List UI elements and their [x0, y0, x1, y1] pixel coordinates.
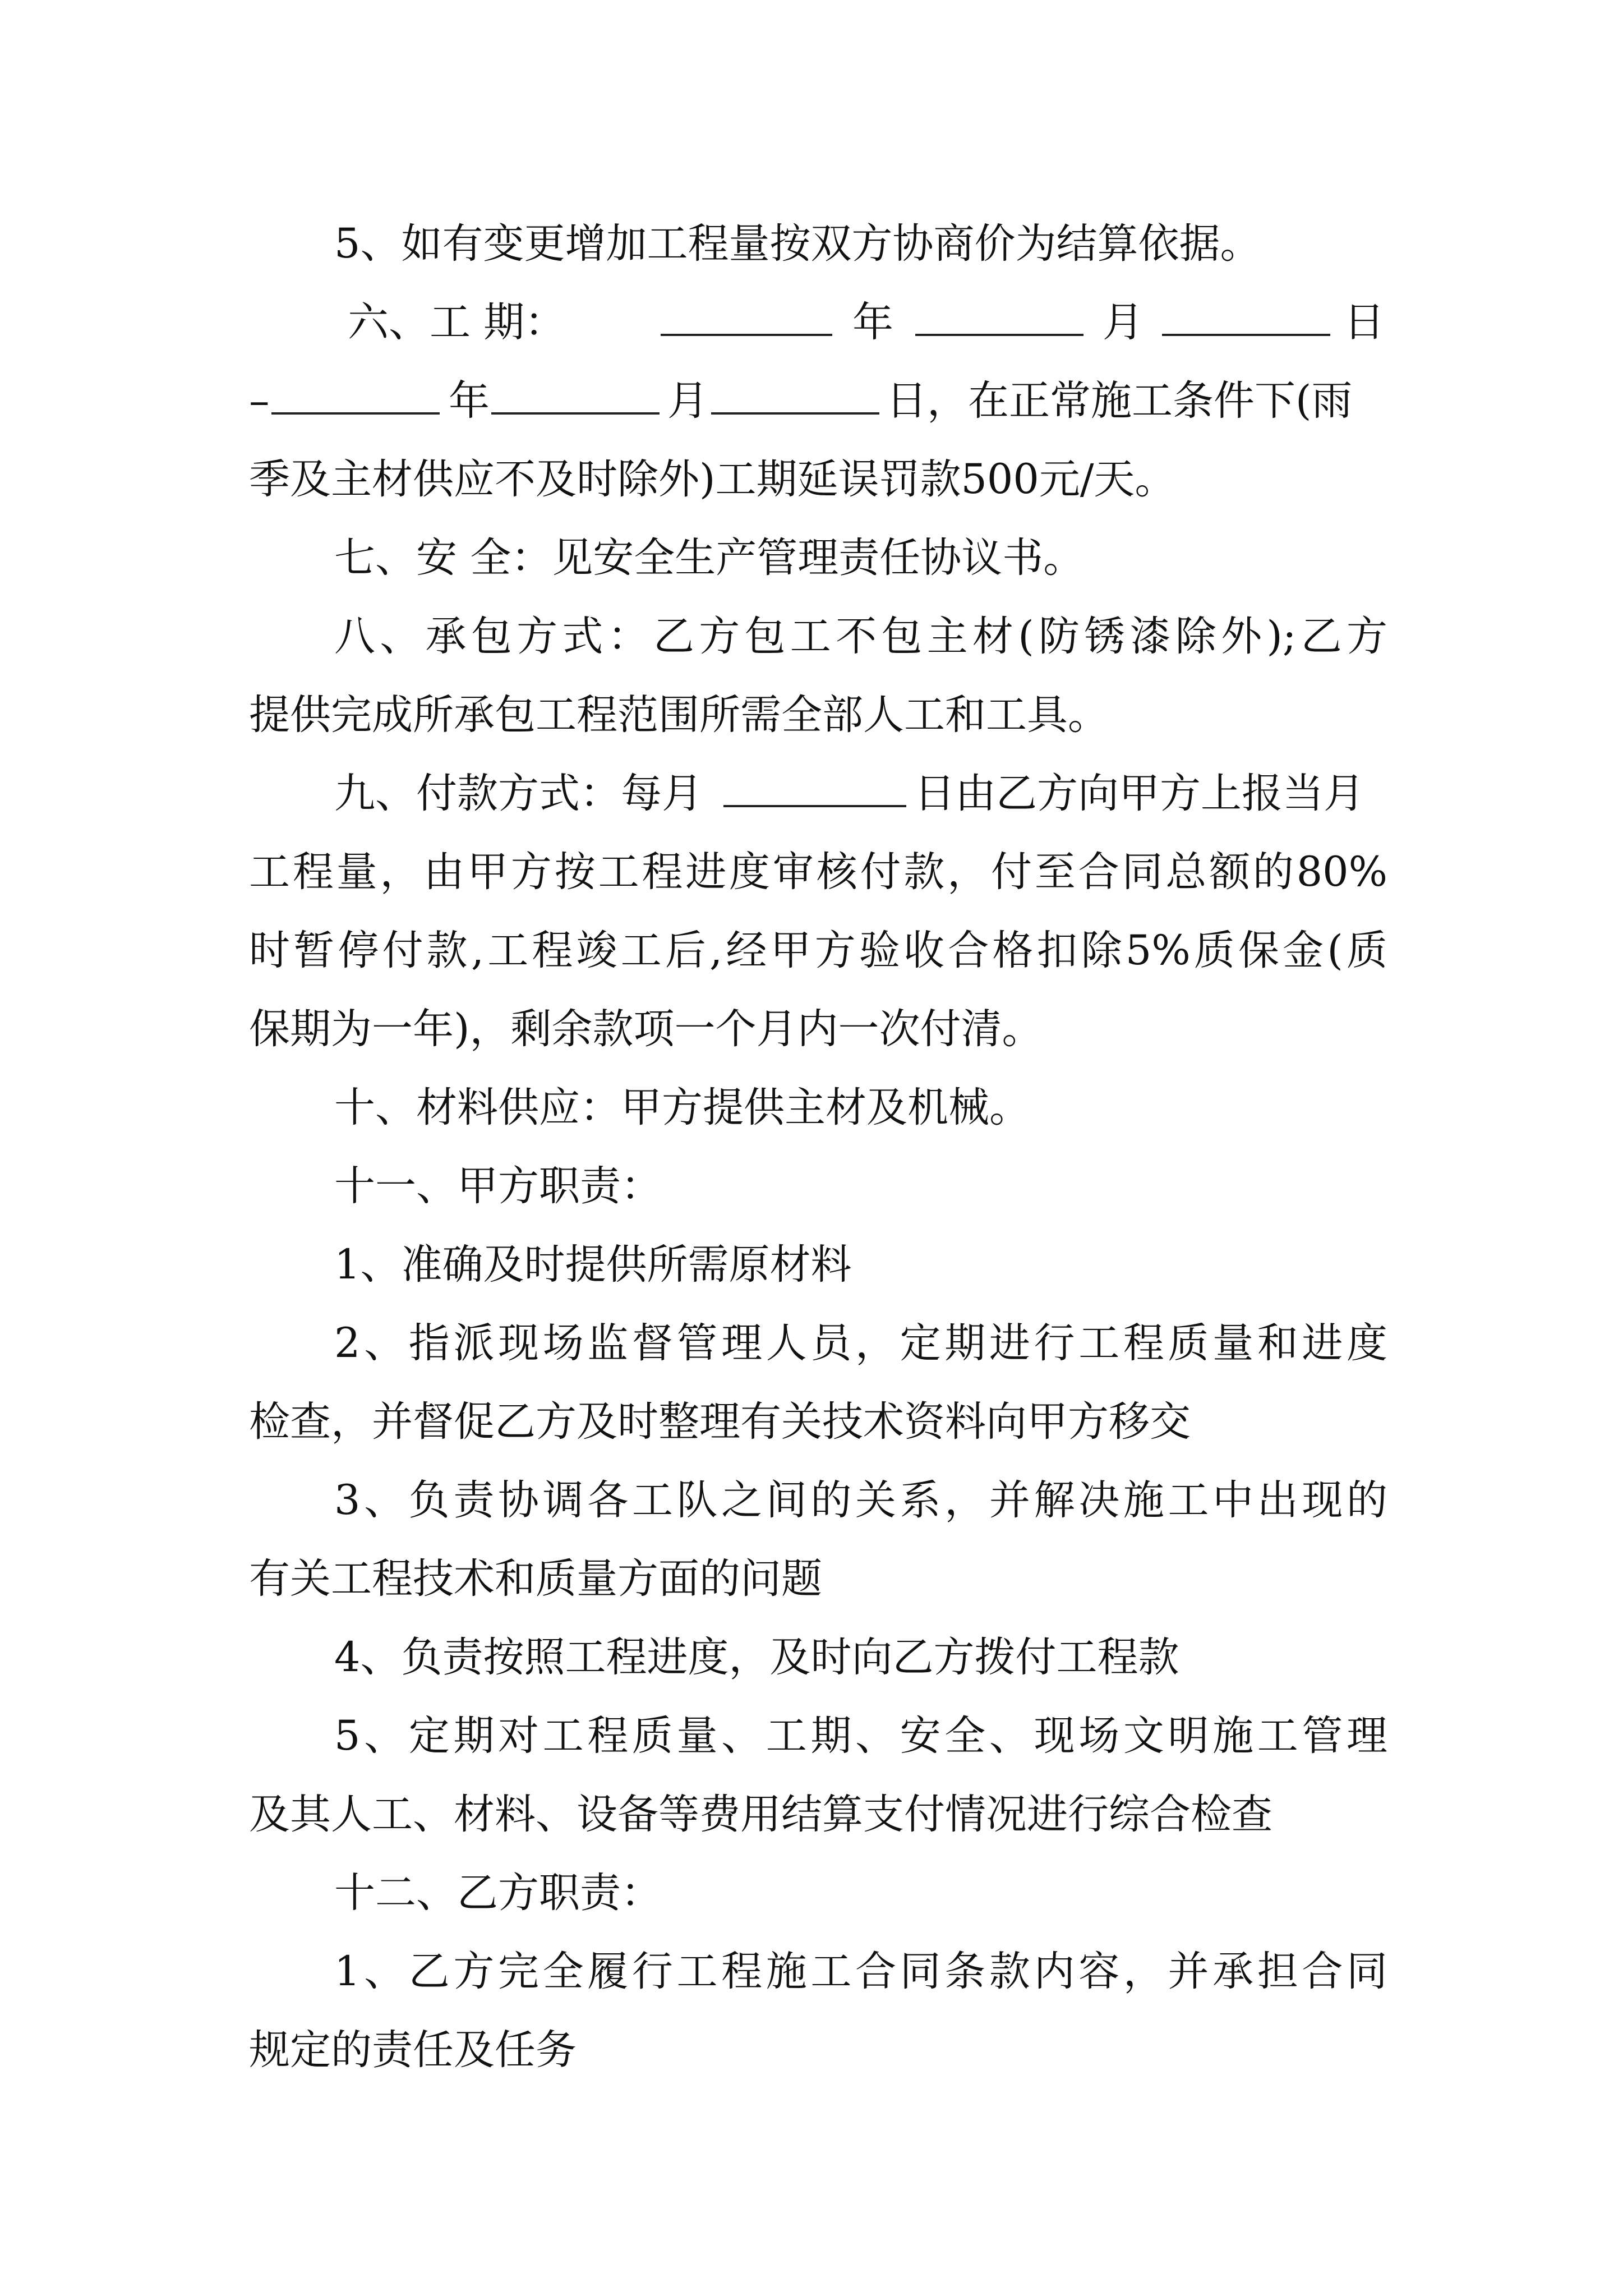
text-line: 检查，并督促乙方及时整理有关技术资料向甲方移交	[249, 1398, 1191, 1446]
paragraph-9-payment-line-2	[0, 830, 1623, 914]
section-heading: 十一、甲方职责：	[334, 1162, 662, 1210]
text-line: 4、负责按照工程进度，及时向乙方拨付工程款	[334, 1634, 1179, 1681]
party-b-duty-1-line-2	[0, 2008, 1623, 2092]
party-a-duty-3-line-1	[0, 1458, 1623, 1543]
year-label: 年	[449, 377, 490, 425]
paragraph-6-schedule-line-1	[0, 280, 1623, 365]
party-b-duty-1-line-1	[0, 1930, 1623, 2014]
payment-head: 九、付款方式：每月	[334, 770, 703, 817]
payment-tail: 日由乙方向甲方上报当月	[914, 770, 1364, 817]
blank-field[interactable]	[723, 752, 906, 836]
text-line: 七、安 全：见安全生产管理责任协议书。	[334, 534, 1085, 582]
text-line: 规定的责任及任务	[249, 2026, 577, 2074]
day-label: 日	[1344, 298, 1385, 346]
blank-field[interactable]	[661, 280, 832, 365]
schedule-condition-text: 日，在正常施工条件下(雨	[886, 377, 1353, 425]
paragraph-5-settlement	[0, 202, 1623, 286]
text-line: 3、负责协调各工队之间的关系，并解决施工中出现的	[334, 1476, 1387, 1524]
paragraph-8-contract-mode-line-1	[0, 595, 1623, 679]
text-line: 1、乙方完全履行工程施工合同条款内容，并承担合同	[334, 1948, 1387, 1995]
text-line: 2、指派现场监督管理人员，定期进行工程质量和进度	[334, 1319, 1387, 1367]
text-line: 及其人工、材料、设备等费用结算支付情况进行综合检查	[249, 1791, 1272, 1838]
paragraph-6-schedule-line-2	[0, 359, 1623, 443]
section-12-heading	[0, 1851, 1623, 1935]
text-line: 时暂停付款,工程竣工后,经甲方验收合格扣除5%质保金(质	[249, 927, 1387, 974]
blank-field[interactable]	[1162, 280, 1330, 365]
text-line: 1、准确及时提供所需原材料	[334, 1241, 852, 1289]
party-a-duty-2-line-2	[0, 1380, 1623, 1464]
party-a-duty-5-line-1	[0, 1694, 1623, 1778]
paragraph-9-payment-line-3	[0, 909, 1623, 993]
paragraph-10-materials	[0, 1066, 1623, 1150]
section-heading: 十二、乙方职责：	[334, 1869, 662, 1917]
party-a-duty-1	[0, 1223, 1623, 1307]
party-a-duty-3-line-2	[0, 1537, 1623, 1621]
party-a-duty-2-line-1	[0, 1301, 1623, 1386]
blank-field[interactable]	[491, 359, 660, 443]
party-a-duty-4	[0, 1616, 1623, 1700]
section-11-heading	[0, 1144, 1623, 1228]
text-line: 八、承包方式：乙方包工不包主材(防锈漆除外);乙方	[334, 613, 1387, 660]
text-line: 季及主材供应不及时除外)工期延误罚款500元/天。	[249, 455, 1176, 503]
text-line: 提供完成所承包工程范围所需全部人工和工具。	[249, 691, 1109, 739]
party-a-duty-5-line-2	[0, 1773, 1623, 1857]
text-line: 5、如有变更增加工程量按双方协商价为结算依据。	[334, 220, 1261, 268]
schedule-label: 六、工 期：	[348, 298, 566, 346]
text-line: 保期为一年)，剩余款项一个月内一次付清。	[249, 1005, 1043, 1053]
dash: –	[249, 377, 270, 425]
text-line: 工程量，由甲方按工程进度审核付款，付至合同总额的80%	[249, 848, 1387, 896]
blank-field[interactable]	[915, 280, 1083, 365]
paragraph-7-safety	[0, 516, 1623, 600]
text-line: 有关工程技术和质量方面的问题	[249, 1555, 822, 1603]
paragraph-8-contract-mode-line-2	[0, 673, 1623, 757]
paragraph-9-payment-line-1	[0, 752, 1623, 836]
blank-field[interactable]	[711, 359, 879, 443]
paragraph-9-payment-line-4	[0, 987, 1623, 1071]
blank-field[interactable]	[271, 359, 440, 443]
paragraph-6-schedule-line-3	[0, 438, 1623, 522]
year-label: 年	[852, 298, 893, 346]
text-line: 5、定期对工程质量、工期、安全、现场文明施工管理	[334, 1712, 1387, 1760]
text-line: 十、材料供应：甲方提供主材及机械。	[334, 1084, 1030, 1131]
month-label: 月	[667, 377, 708, 425]
month-label: 月	[1103, 298, 1144, 346]
